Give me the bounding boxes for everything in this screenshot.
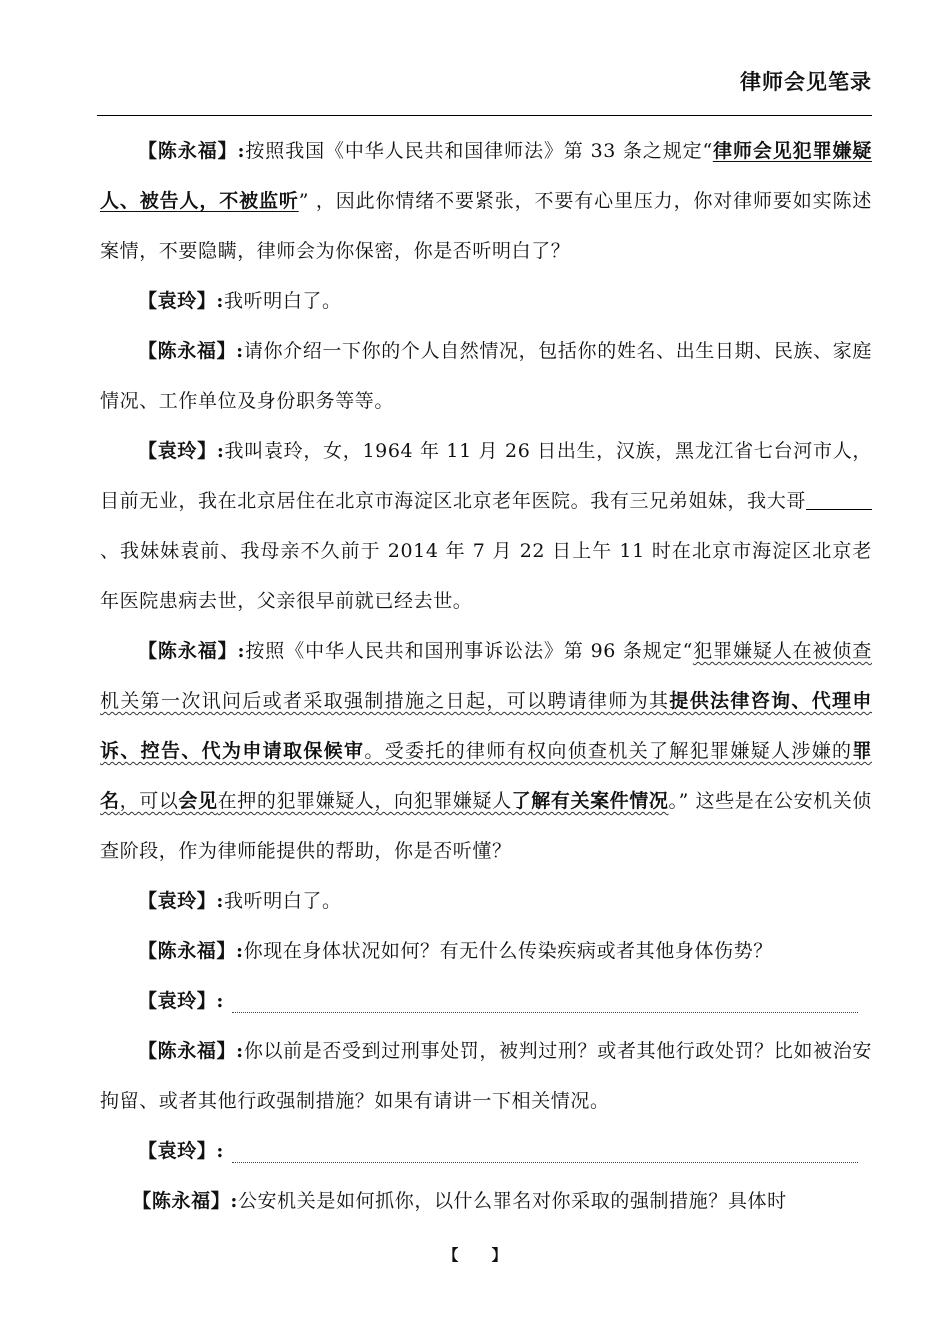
speaker-client: 【袁玲】	[138, 1140, 217, 1162]
blank-line	[806, 490, 872, 510]
paragraph-client-3	[100, 876, 872, 926]
text: 你现在身体状况如何？有无什么传染疾病或者其他身体伤势？	[243, 940, 773, 962]
paragraph-lawyer-5	[100, 1026, 872, 1126]
answer-line	[232, 993, 858, 1013]
speaker-client: 【袁玲】	[138, 440, 217, 462]
colon: :	[237, 640, 246, 662]
emphasis-text: 律师会见犯罪嫌疑人、被告人，不被监听	[100, 140, 872, 212]
text: 在押的犯罪嫌疑人，向犯罪嫌疑人	[217, 790, 512, 812]
text: 公安机关是如何抓你，以什么罪名对你采取的强制措施？具体时	[237, 1190, 787, 1212]
colon: :	[236, 1040, 244, 1062]
colon: :	[236, 940, 244, 962]
paragraph-client-4	[100, 976, 872, 1026]
paragraph-client-2	[100, 426, 872, 626]
colon: :	[236, 340, 244, 362]
colon: :	[216, 990, 225, 1012]
text: 请你介绍一下你的个人自然情况，包括你的姓名、出生日期、民族、家庭情况、工作单位及身份职务等等。	[100, 340, 872, 412]
colon: :	[216, 890, 225, 912]
paragraph-lawyer-2	[100, 326, 872, 426]
speaker-client: 【袁玲】	[138, 990, 217, 1012]
text: ，可以	[119, 790, 179, 812]
emphasis-text: 了解有关案件情况	[511, 790, 669, 812]
emphasis-text: 提供法律咨询、代理申诉、控告、代为申请取保候审	[100, 690, 872, 762]
header-divider	[97, 115, 872, 116]
transcript-body	[100, 126, 872, 1226]
paragraph-client-5	[100, 1126, 872, 1176]
text: 。受委托的律师有权向侦查机关了解犯罪嫌疑人涉嫌的	[364, 740, 853, 762]
page-footer: 【 】	[443, 1246, 507, 1264]
emphasis-text: 罪名	[100, 740, 872, 812]
text: 这些是在公安机关侦查阶段，作为律师能提供的帮助，你是否听懂？	[100, 790, 872, 862]
paragraph-client-1	[100, 276, 872, 326]
speaker-client: 【袁玲】	[138, 890, 217, 912]
colon: :	[216, 290, 225, 312]
text: 你以前是否受到过刑事处罚，被判过刑？或者其他行政处罚？比如被治安拘留、或者其他行政强制措施？如果有请讲一下相关情况。	[100, 1040, 872, 1112]
colon: :	[216, 1140, 225, 1162]
colon: :	[230, 1190, 238, 1212]
text: 我叫袁玲，女，1964 年 11 月 26 日出生，汉族，黑龙江省七台河市人，目前无业，我在北京居住在北京市海淀区北京老年医院。我有三兄弟姐妹，我大哥	[100, 440, 872, 512]
text: 按照《中华人民共和国刑事诉讼法》第 96 条规定“	[245, 640, 693, 662]
paragraph-lawyer-3	[100, 626, 872, 876]
speaker-lawyer: 【陈永福】	[138, 140, 238, 162]
speaker-lawyer: 【陈永福】	[132, 1190, 231, 1212]
text: 我听明白了。	[224, 290, 342, 312]
paragraph-lawyer-1	[100, 126, 872, 276]
text: 、我妹妹袁前、我母亲不久前于 2014 年 7 月 22 日上午 11 时在北京市海淀区北京老年医院患病去世，父亲很早前就已经去世。	[100, 540, 872, 612]
speaker-lawyer: 【陈永福】	[138, 640, 238, 662]
quoted-text	[100, 640, 872, 812]
text: 犯罪嫌疑人在被侦查机关第一次讯问后或者采取强制措施之日起，可以聘请律师为其	[100, 640, 872, 712]
colon: :	[216, 440, 225, 462]
paragraph-lawyer-4	[100, 926, 872, 976]
text: 。”	[668, 790, 689, 812]
colon: :	[237, 140, 246, 162]
speaker-client: 【袁玲】	[138, 290, 217, 312]
paragraph-lawyer-6	[100, 1176, 872, 1226]
page-header-title: 律师会见笔录	[740, 69, 872, 94]
speaker-lawyer: 【陈永福】	[138, 340, 237, 362]
speaker-lawyer: 【陈永福】	[138, 940, 237, 962]
answer-line	[232, 1143, 858, 1163]
text: 按照我国《中华人民共和国律师法》第 33 条之规定“	[245, 140, 713, 162]
text: 我听明白了。	[224, 890, 342, 912]
emphasis-text: 会见	[178, 790, 218, 812]
speaker-lawyer: 【陈永福】	[138, 1040, 237, 1062]
text: ” ，因此你情绪不要紧张，不要有心里压力，你对律师要如实陈述案情，不要隐瞒，律师会为你保密，你是否听明白了？	[100, 190, 872, 262]
